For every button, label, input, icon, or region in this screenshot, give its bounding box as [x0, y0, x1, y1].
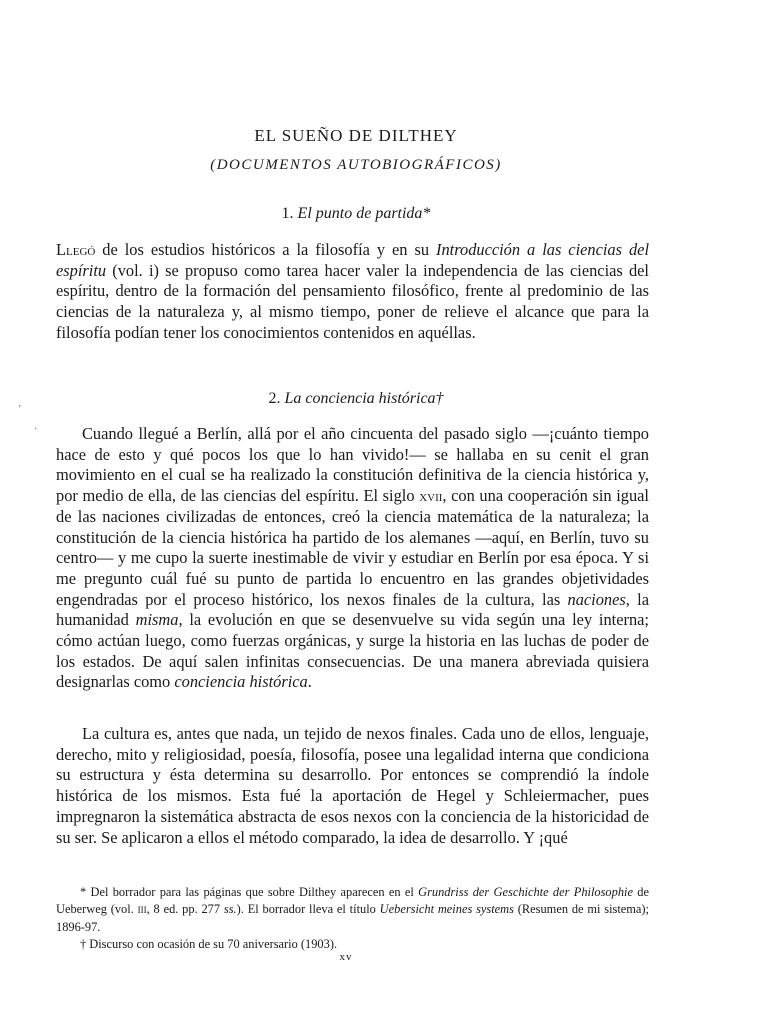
chapter-subtitle: (DOCUMENTOS AUTOBIOGRÁFICOS) — [210, 157, 502, 173]
footnote-text: * Del borrador para las páginas que sobre Dilthey aparecen en el — [80, 885, 419, 899]
section-heading-1 — [56, 205, 656, 223]
chapter-title: EL SUEÑO DE DILTHEY — [254, 126, 458, 145]
century-numeral: xvii — [419, 486, 443, 506]
paragraph-text: (vol. i) se propuso como tarea hacer valer la independencia de las ciencias del espíritu, dentro de la formación del pensamiento filosófico, frente al predominio de las ciencias de la naturaleza y, al mismo tiempo, poner de relieve el alcance que para la filosofía podían tener los conocimientos contenidos en aquéllas. — [56, 260, 649, 342]
emphasis: naciones — [567, 589, 626, 609]
section-heading-2 — [56, 390, 656, 408]
paragraph-text: de los estudios históricos a la filosofía y en su — [95, 240, 437, 259]
scan-mark: ‚ — [18, 398, 22, 409]
emphasis: conciencia histórica — [174, 672, 308, 692]
scan-mark: · — [34, 424, 38, 435]
document-page — [56, 0, 712, 1024]
section-number: 2. — [268, 390, 281, 407]
book-title: Uebersicht meines systems — [379, 902, 514, 917]
footnote-text: , 8 ed. pp. 277 — [146, 902, 224, 917]
emphasis: ss. — [223, 902, 237, 917]
book-title: Grundriss der Geschichte der Philosophie — [418, 885, 633, 899]
paragraph-text: Cuando llegué a Berlín, allá por el año cincuenta del pasado siglo —¡cuánto tiempo hace de esto y qué pocos los que lo han vivido!— se hallaba en su cenit el gran movimiento en el cual se ha realizado la constitución definitiva de la ciencia histórica y, por medio de ella, de las ciencias del espíritu. El siglo — [56, 424, 649, 506]
paragraph-text: , con una cooperación sin igual de las naciones civilizadas de entonces, creó la ciencia matemática de la naturaleza; la constitución de la ciencia histórica ha partido de los alemanes —aquí, en Berlín, tuvo su centro— y me cupo la suerte inestimable de vivir y estudiar en Berlín por esa época. Y si me pregunto cuál fué su punto de partida lo encuentro en las grandes objetividades engendradas por el proceso histórico, los nexos finales de la cultura, las — [56, 486, 649, 609]
footnote-text: ). El borrador lleva el título — [236, 902, 380, 917]
footnote-2: † Discurso con ocasión de su 70 aniversario (1903). — [80, 936, 338, 951]
book-title: Introducción a las ciencias del espíritu — [56, 240, 649, 280]
paragraph-2 — [56, 424, 649, 693]
page-number: xv — [339, 951, 353, 963]
section-number: 1. — [281, 205, 294, 222]
volume-numeral: iii — [137, 902, 147, 917]
paragraph-text: , la humanidad — [56, 589, 649, 630]
section-title: El punto de partida* — [297, 205, 431, 222]
footnotes — [56, 884, 649, 953]
emphasis: misma — [135, 610, 179, 630]
section-title: La conciencia histórica† — [284, 390, 444, 407]
paragraph-text: . — [307, 672, 312, 692]
footnote-1 — [56, 884, 649, 936]
footnote-text: de Ueberweg (vol. — [56, 885, 649, 917]
paragraph-3: La cultura es, antes que nada, un tejido de nexos finales. Cada uno de ellos, lenguaje, derecho, mito y religiosidad, poesía, filosofía, posee una legalidad interna que condiciona su estructura y ésta determina su desarrollo. Por entonces se comprendió la índole histórica de los mismos. Esta fué la aportación de Hegel y Schleiermacher, pues impregnaron la sistemática abstracta de esos nexos con la conciencia de la historicidad de su ser. Se aplicaron a ellos el método comparado, la idea de desarrollo. Y ¡qué — [56, 724, 649, 847]
footnote-text: (Resumen de mi sistema); 1896-97. — [56, 902, 649, 934]
paragraph-1 — [56, 240, 649, 344]
dropcap-word: Llegó — [56, 240, 96, 259]
paragraph-text: , la evolución en que se desenvuelve su vida según una ley interna; cómo actúan luego, como fuerzas orgánicas, y surge la historia en las luchas de poder de los estados. De aquí salen infinitas consecuencias. De una manera abreviada quisiera designarlas como — [56, 610, 649, 692]
